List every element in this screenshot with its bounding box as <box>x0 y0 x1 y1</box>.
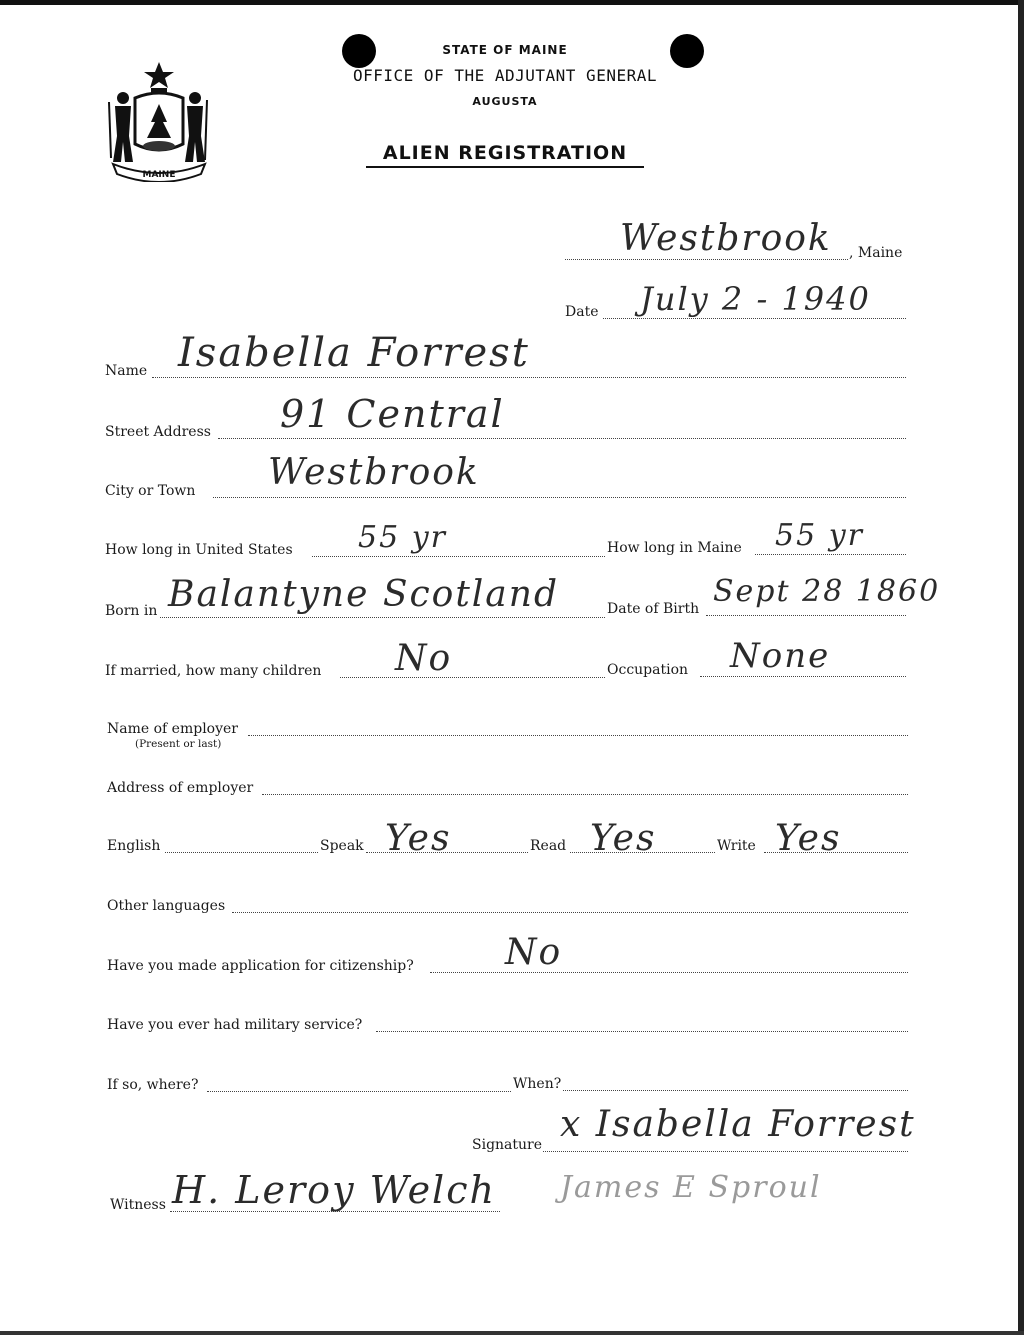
employer-address-line <box>262 794 908 795</box>
employer-name-line <box>248 735 908 736</box>
speak-label: Speak <box>320 838 364 854</box>
occupation-label: Occupation <box>607 662 689 678</box>
date-of-birth-entry: Sept 28 1860 <box>713 574 941 609</box>
date-entry: July 2 - 1940 <box>640 280 871 318</box>
scan-edge-bottom <box>0 1331 1024 1335</box>
signature-label: Signature <box>472 1137 543 1153</box>
children-line <box>340 677 605 678</box>
witness-entry: H. Leroy Welch <box>172 1168 496 1212</box>
how-long-us-label: How long in United States <box>105 542 293 558</box>
office-heading: OFFICE OF THE ADJUTANT GENERAL <box>353 66 657 85</box>
when-label: When? <box>513 1076 562 1092</box>
date-line <box>603 318 906 319</box>
english-line <box>165 852 318 853</box>
citizenship-label: Have you made application for citizenship? <box>107 958 414 974</box>
title-underline <box>366 166 644 168</box>
employer-address-label: Address of employer <box>107 780 254 796</box>
other-languages-label: Other languages <box>107 898 226 914</box>
where-label: If so, where? <box>107 1077 199 1093</box>
write-label: Write <box>717 838 756 854</box>
employer-name-label: Name of employer <box>107 721 238 737</box>
name-entry: Isabella Forrest <box>178 330 530 376</box>
born-in-entry: Balantyne Scotland <box>168 574 559 615</box>
seal-label: MAINE <box>142 170 176 180</box>
punch-hole-right <box>670 34 704 68</box>
other-languages-line <box>232 912 908 913</box>
date-label: Date <box>565 304 599 320</box>
date-of-birth-label: Date of Birth <box>607 601 700 617</box>
military-line <box>376 1031 908 1032</box>
read-entry: Yes <box>590 818 657 859</box>
scan-edge-top <box>0 0 1024 5</box>
born-in-label: Born in <box>105 603 158 619</box>
children-entry: No <box>395 638 453 679</box>
city-or-town-line <box>213 497 906 498</box>
occupation-entry: None <box>730 636 831 676</box>
street-address-line <box>218 438 906 439</box>
how-long-us-line <box>312 556 605 557</box>
second-witness-entry: James E Sproul <box>560 1170 822 1205</box>
where-line <box>207 1091 511 1092</box>
employer-name-sublabel: (Present or last) <box>135 738 222 750</box>
city-or-town-label: City or Town <box>105 483 196 499</box>
witness-label: Witness <box>110 1197 166 1213</box>
scan-edge-right <box>1018 0 1024 1335</box>
speak-entry: Yes <box>385 818 452 859</box>
how-long-maine-line <box>755 554 906 555</box>
read-label: Read <box>530 838 567 854</box>
state-heading: STATE OF MAINE <box>442 43 568 57</box>
signature-entry: x Isabella Forrest <box>560 1104 916 1145</box>
city-or-town-entry: Westbrook <box>268 452 480 493</box>
signature-line <box>543 1151 908 1152</box>
english-label: English <box>107 838 161 854</box>
maine-state-seal <box>105 58 213 182</box>
occupation-line <box>700 676 906 677</box>
how-long-maine-entry: 55 yr <box>775 518 864 553</box>
name-label: Name <box>105 363 148 379</box>
city-heading: AUGUSTA <box>472 95 538 108</box>
born-in-line <box>160 617 605 618</box>
citizenship-line <box>430 972 908 973</box>
military-label: Have you ever had military service? <box>107 1017 363 1033</box>
date-of-birth-line <box>706 615 906 616</box>
how-long-maine-label: How long in Maine <box>607 540 742 556</box>
street-address-label: Street Address <box>105 424 211 440</box>
form-title: ALIEN REGISTRATION <box>382 142 628 164</box>
how-long-us-entry: 55 yr <box>358 520 447 555</box>
town-line <box>565 259 848 260</box>
name-line <box>152 377 906 378</box>
town-entry: Westbrook <box>620 218 832 259</box>
children-label: If married, how many children <box>105 663 322 679</box>
when-line <box>563 1090 908 1091</box>
citizenship-entry: No <box>505 932 563 973</box>
write-entry: Yes <box>775 818 842 859</box>
maine-suffix-label: , Maine <box>849 245 903 261</box>
street-address-entry: 91 Central <box>280 392 505 436</box>
